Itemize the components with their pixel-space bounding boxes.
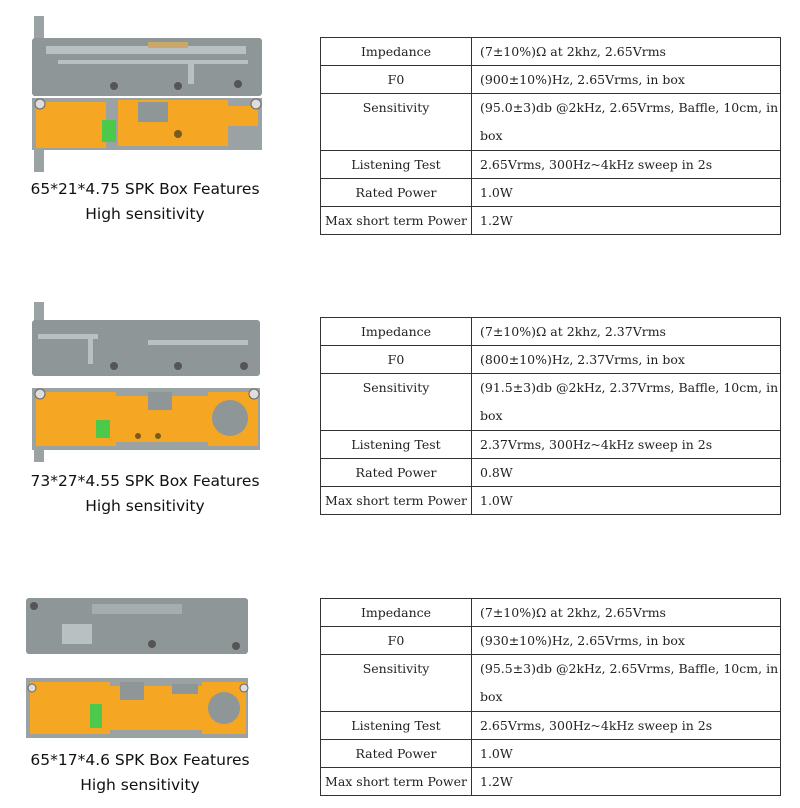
product-caption-title: 65*21*4.75 SPK Box Features bbox=[30, 180, 260, 198]
table-row bbox=[321, 459, 781, 487]
table-row bbox=[321, 346, 781, 374]
table-row bbox=[321, 655, 781, 712]
spec-label: Impedance bbox=[321, 318, 472, 346]
spec-value: 1.0W bbox=[472, 740, 781, 768]
spec-label: Rated Power bbox=[321, 459, 472, 487]
spec-value: 0.8W bbox=[472, 459, 781, 487]
table-row bbox=[321, 66, 781, 94]
spec-label: Rated Power bbox=[321, 179, 472, 207]
spec-label: Sensitivity bbox=[321, 94, 472, 151]
speaker-box-image-1 bbox=[28, 14, 266, 174]
table-row bbox=[321, 318, 781, 346]
table-row bbox=[321, 487, 781, 515]
spec-label: Sensitivity bbox=[321, 374, 472, 431]
table-row bbox=[321, 627, 781, 655]
spec-label: F0 bbox=[321, 627, 472, 655]
spec-value: 2.65Vrms, 300Hz~4kHz sweep in 2s bbox=[472, 712, 781, 740]
product-caption-subtitle: High sensitivity bbox=[85, 205, 205, 223]
table-row bbox=[321, 374, 781, 431]
spec-value: (7±10%)Ω at 2khz, 2.65Vrms bbox=[472, 38, 781, 66]
table-row bbox=[321, 712, 781, 740]
spec-label: Impedance bbox=[321, 599, 472, 627]
product-caption-title: 65*17*4.6 SPK Box Features bbox=[30, 751, 250, 769]
spec-value: 1.2W bbox=[472, 768, 781, 796]
table-row bbox=[321, 431, 781, 459]
spec-value: (95.0±3)db @2kHz, 2.65Vrms, Baffle, 10cm, in box bbox=[472, 94, 781, 151]
spec-value: (91.5±3)db @2kHz, 2.37Vrms, Baffle, 10cm, in box bbox=[472, 374, 781, 431]
table-row bbox=[321, 740, 781, 768]
table-row bbox=[321, 94, 781, 151]
spec-label: Sensitivity bbox=[321, 655, 472, 712]
spec-label: Max short term Power bbox=[321, 207, 472, 235]
spec-table bbox=[320, 37, 781, 235]
spec-label: F0 bbox=[321, 66, 472, 94]
spec-value: (7±10%)Ω at 2khz, 2.65Vrms bbox=[472, 599, 781, 627]
spec-label: F0 bbox=[321, 346, 472, 374]
table-row bbox=[321, 179, 781, 207]
spec-value: 1.2W bbox=[472, 207, 781, 235]
table-row bbox=[321, 768, 781, 796]
speaker-box-image-3 bbox=[22, 596, 254, 742]
spec-value: (800±10%)Hz, 2.37Vrms, in box bbox=[472, 346, 781, 374]
spec-label: Max short term Power bbox=[321, 487, 472, 515]
spec-table bbox=[320, 598, 781, 796]
spec-label: Listening Test bbox=[321, 712, 472, 740]
spec-label: Listening Test bbox=[321, 431, 472, 459]
table-row bbox=[321, 599, 781, 627]
spec-value: (900±10%)Hz, 2.65Vrms, in box bbox=[472, 66, 781, 94]
table-row bbox=[321, 151, 781, 179]
spec-table bbox=[320, 317, 781, 515]
spec-label: Rated Power bbox=[321, 740, 472, 768]
spec-value: 2.65Vrms, 300Hz~4kHz sweep in 2s bbox=[472, 151, 781, 179]
spec-label: Listening Test bbox=[321, 151, 472, 179]
spec-value: (95.5±3)db @2kHz, 2.65Vrms, Baffle, 10cm, in box bbox=[472, 655, 781, 712]
spec-value: 2.37Vrms, 300Hz~4kHz sweep in 2s bbox=[472, 431, 781, 459]
spec-value: (7±10%)Ω at 2khz, 2.37Vrms bbox=[472, 318, 781, 346]
table-row bbox=[321, 207, 781, 235]
spec-value: 1.0W bbox=[472, 487, 781, 515]
product-caption-subtitle: High sensitivity bbox=[80, 776, 200, 794]
spec-value: (930±10%)Hz, 2.65Vrms, in box bbox=[472, 627, 781, 655]
product-caption-subtitle: High sensitivity bbox=[85, 497, 205, 515]
table-row bbox=[321, 38, 781, 66]
spec-label: Max short term Power bbox=[321, 768, 472, 796]
speaker-box-image-2 bbox=[28, 300, 266, 465]
spec-label: Impedance bbox=[321, 38, 472, 66]
spec-value: 1.0W bbox=[472, 179, 781, 207]
product-caption-title: 73*27*4.55 SPK Box Features bbox=[30, 472, 260, 490]
